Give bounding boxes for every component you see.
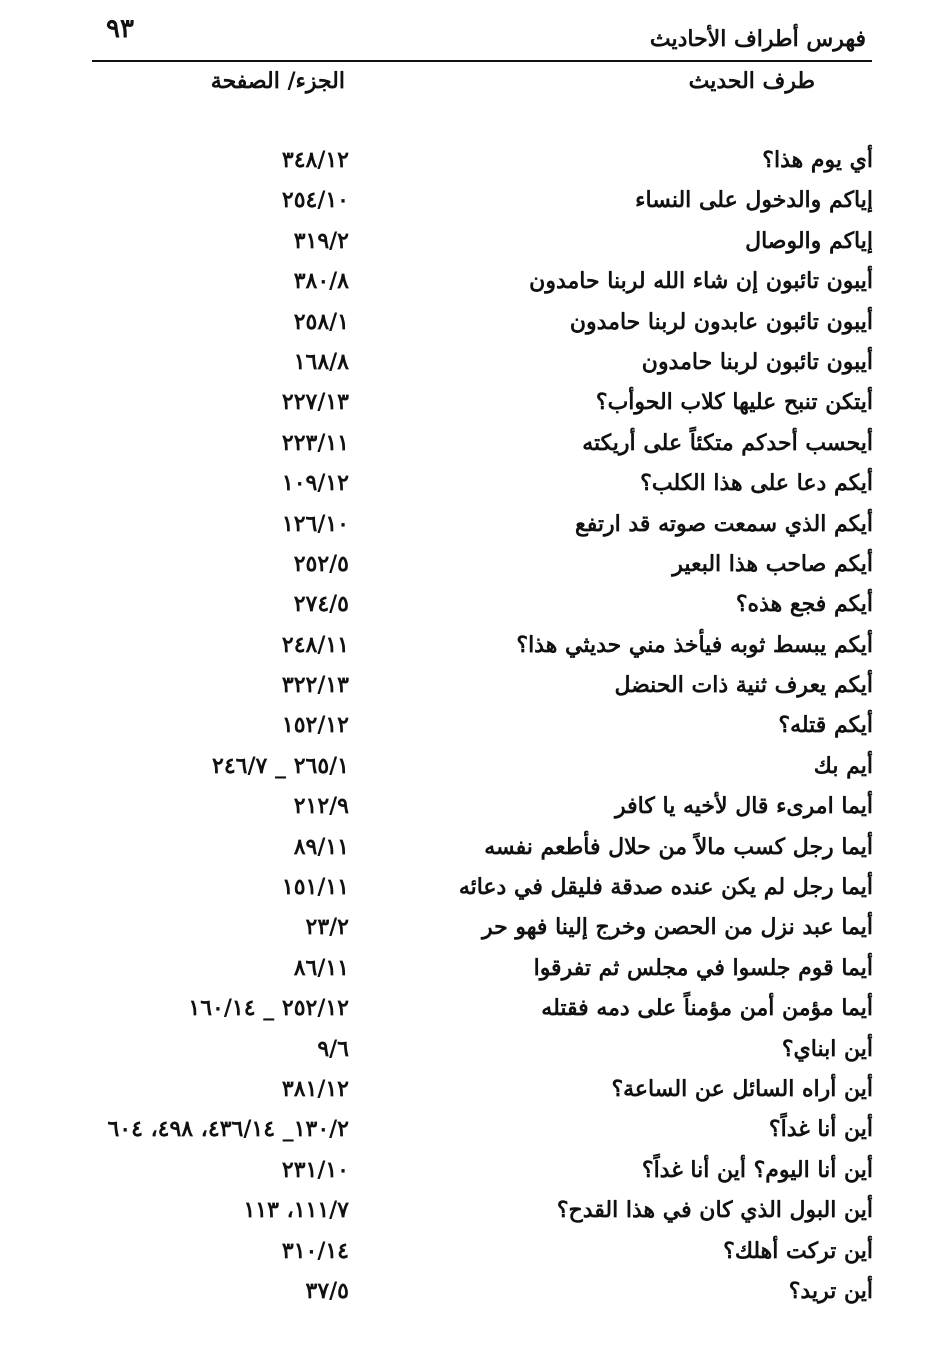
volume-page-ref: ٢٦٥/١ _ ٢٤٦/٧	[212, 752, 349, 779]
volume-page-ref: ٢٢٧/١٣	[281, 389, 349, 416]
volume-page-ref: ٣٨٠/٨	[293, 268, 349, 295]
index-entry	[0, 143, 947, 183]
volume-page-ref: ٣١٠/١٤	[281, 1237, 349, 1264]
hadith-text: أيكم يعرف ثنية ذات الحنضل	[614, 672, 873, 699]
index-entry	[0, 547, 947, 587]
volume-page-ref: ١١١/٧، ١١٣	[243, 1197, 349, 1224]
hadith-text: أيما رجل لم يكن عنده صدقة فليقل في دعائه	[458, 874, 873, 901]
index-entry	[0, 708, 947, 748]
index-entry	[0, 910, 947, 950]
volume-page-ref: ٣٨١/١٢	[281, 1075, 349, 1102]
volume-page-ref: ٢٤٨/١١	[281, 631, 349, 658]
hadith-text: أين أراه السائل عن الساعة؟	[611, 1075, 873, 1102]
index-entry	[0, 183, 947, 223]
column-header-hadith: طرف الحديث	[688, 68, 815, 94]
volume-page-ref: ١٥٢/١٢	[281, 712, 349, 739]
hadith-text: أيكم دعا على هذا الكلب؟	[640, 470, 873, 497]
index-entry	[0, 1234, 947, 1274]
index-entry	[0, 870, 947, 910]
hadith-text: أيكم يبسط ثوبه فيأخذ مني حديثي هذا؟	[516, 631, 873, 658]
volume-page-ref: ١٦٨/٨	[293, 348, 349, 375]
index-entry	[0, 587, 947, 627]
volume-page-ref: ١٢٦/١٠	[281, 510, 349, 537]
column-headers	[0, 66, 947, 106]
hadith-text: أين تريد؟	[788, 1277, 873, 1304]
index-entry	[0, 507, 947, 547]
volume-page-ref: ٢٧٤/٥	[293, 591, 349, 618]
hadith-text: أيحسب أحدكم متكئاً على أريكته	[582, 429, 873, 456]
index-entry	[0, 1072, 947, 1112]
hadith-text: أيبون تائبون لربنا حامدون	[641, 348, 873, 375]
page-number: ٩٣	[106, 14, 134, 44]
index-entry	[0, 668, 947, 708]
hadith-text: أيما رجل كسب مالاً من حلال فأطعم نفسه	[484, 833, 873, 860]
index-entry	[0, 1153, 947, 1193]
index-entry	[0, 1193, 947, 1233]
hadith-text: أيما قوم جلسوا في مجلس ثم تفرقوا	[533, 954, 873, 981]
hadith-text: أيكم صاحب هذا البعير	[672, 550, 873, 577]
index-entry	[0, 466, 947, 506]
index-entry	[0, 305, 947, 345]
volume-page-ref: ٢٣١/١٠	[281, 1156, 349, 1183]
hadith-text: أيكم فجع هذه؟	[735, 591, 873, 618]
index-entry	[0, 345, 947, 385]
index-entry	[0, 951, 947, 991]
hadith-text: أين ابناي؟	[781, 1035, 873, 1062]
volume-page-ref: ٢٥٤/١٠	[281, 187, 349, 214]
hadith-text: أيكم الذي سمعت صوته قد ارتفع	[575, 510, 873, 537]
hadith-text: أيبون تائبون عابدون لربنا حامدون	[569, 308, 873, 335]
volume-page-ref: ٣١٩/٢	[293, 227, 349, 254]
index-entry	[0, 426, 947, 466]
index-entry	[0, 1032, 947, 1072]
page-header	[92, 10, 872, 62]
volume-page-ref: ٣٢٢/١٣	[281, 672, 349, 699]
hadith-text: أيكم قتله؟	[778, 712, 873, 739]
index-entry	[0, 789, 947, 829]
volume-page-ref: ١٠٩/١٢	[281, 470, 349, 497]
hadith-text: إياكم والدخول على النساء	[635, 187, 873, 214]
volume-page-ref: ٢١٢/٩	[293, 793, 349, 820]
index-entry	[0, 830, 947, 870]
volume-page-ref: ٢٣/٢	[305, 914, 349, 941]
hadith-text: إياكم والوصال	[745, 227, 873, 254]
volume-page-ref: ٢٥٢/١٢ _ ١٦٠/١٤	[188, 995, 349, 1022]
index-entry	[0, 1112, 947, 1152]
index-entry	[0, 385, 947, 425]
volume-page-ref: ٢٢٣/١١	[281, 429, 349, 456]
hadith-text: أين أنا غداً؟	[768, 1116, 873, 1143]
hadith-text: أي يوم هذا؟	[762, 147, 873, 173]
volume-page-ref: ١٥١/١١	[281, 874, 349, 901]
index-entry	[0, 224, 947, 264]
index-entry	[0, 264, 947, 304]
hadith-text: أين أنا اليوم؟ أين أنا غداً؟	[641, 1156, 873, 1183]
hadith-text: أيتكن تنبح عليها كلاب الحوأب؟	[595, 389, 873, 416]
volume-page-ref: ٢٥٢/٥	[293, 550, 349, 577]
index-entry	[0, 628, 947, 668]
hadith-text: أيم بك	[813, 752, 873, 779]
hadith-text: أيما امرىء قال لأخيه يا كافر	[615, 793, 873, 820]
volume-page-ref: ٩/٦	[317, 1035, 349, 1062]
hadith-text: أين تركت أهلك؟	[723, 1237, 873, 1264]
running-title: فهرس أطراف الأحاديث	[649, 26, 866, 52]
volume-page-ref: ١٣٠/٢_ ٤٣٦/١٤، ٤٩٨، ٦٠٤	[107, 1116, 349, 1143]
volume-page-ref: ٨٦/١١	[293, 954, 349, 981]
volume-page-ref: ٢٥٨/١	[293, 308, 349, 335]
index-entry	[0, 991, 947, 1031]
hadith-text: أين البول الذي كان في هذا القدح؟	[556, 1197, 873, 1224]
hadith-index-list	[0, 143, 947, 1314]
volume-page-ref: ٨٩/١١	[293, 833, 349, 860]
hadith-text: أيما مؤمن أمن مؤمناً على دمه فقتله	[541, 995, 873, 1022]
index-entry	[0, 749, 947, 789]
volume-page-ref: ٣٧/٥	[305, 1277, 349, 1304]
index-entry	[0, 1274, 947, 1314]
hadith-text: أيما عبد نزل من الحصن وخرج إلينا فهو حر	[482, 914, 873, 941]
column-header-volume-page: الجزء/ الصفحة	[210, 68, 345, 94]
hadith-text: أيبون تائبون إن شاء الله لربنا حامدون	[529, 268, 873, 295]
volume-page-ref: ٣٤٨/١٢	[281, 147, 349, 173]
